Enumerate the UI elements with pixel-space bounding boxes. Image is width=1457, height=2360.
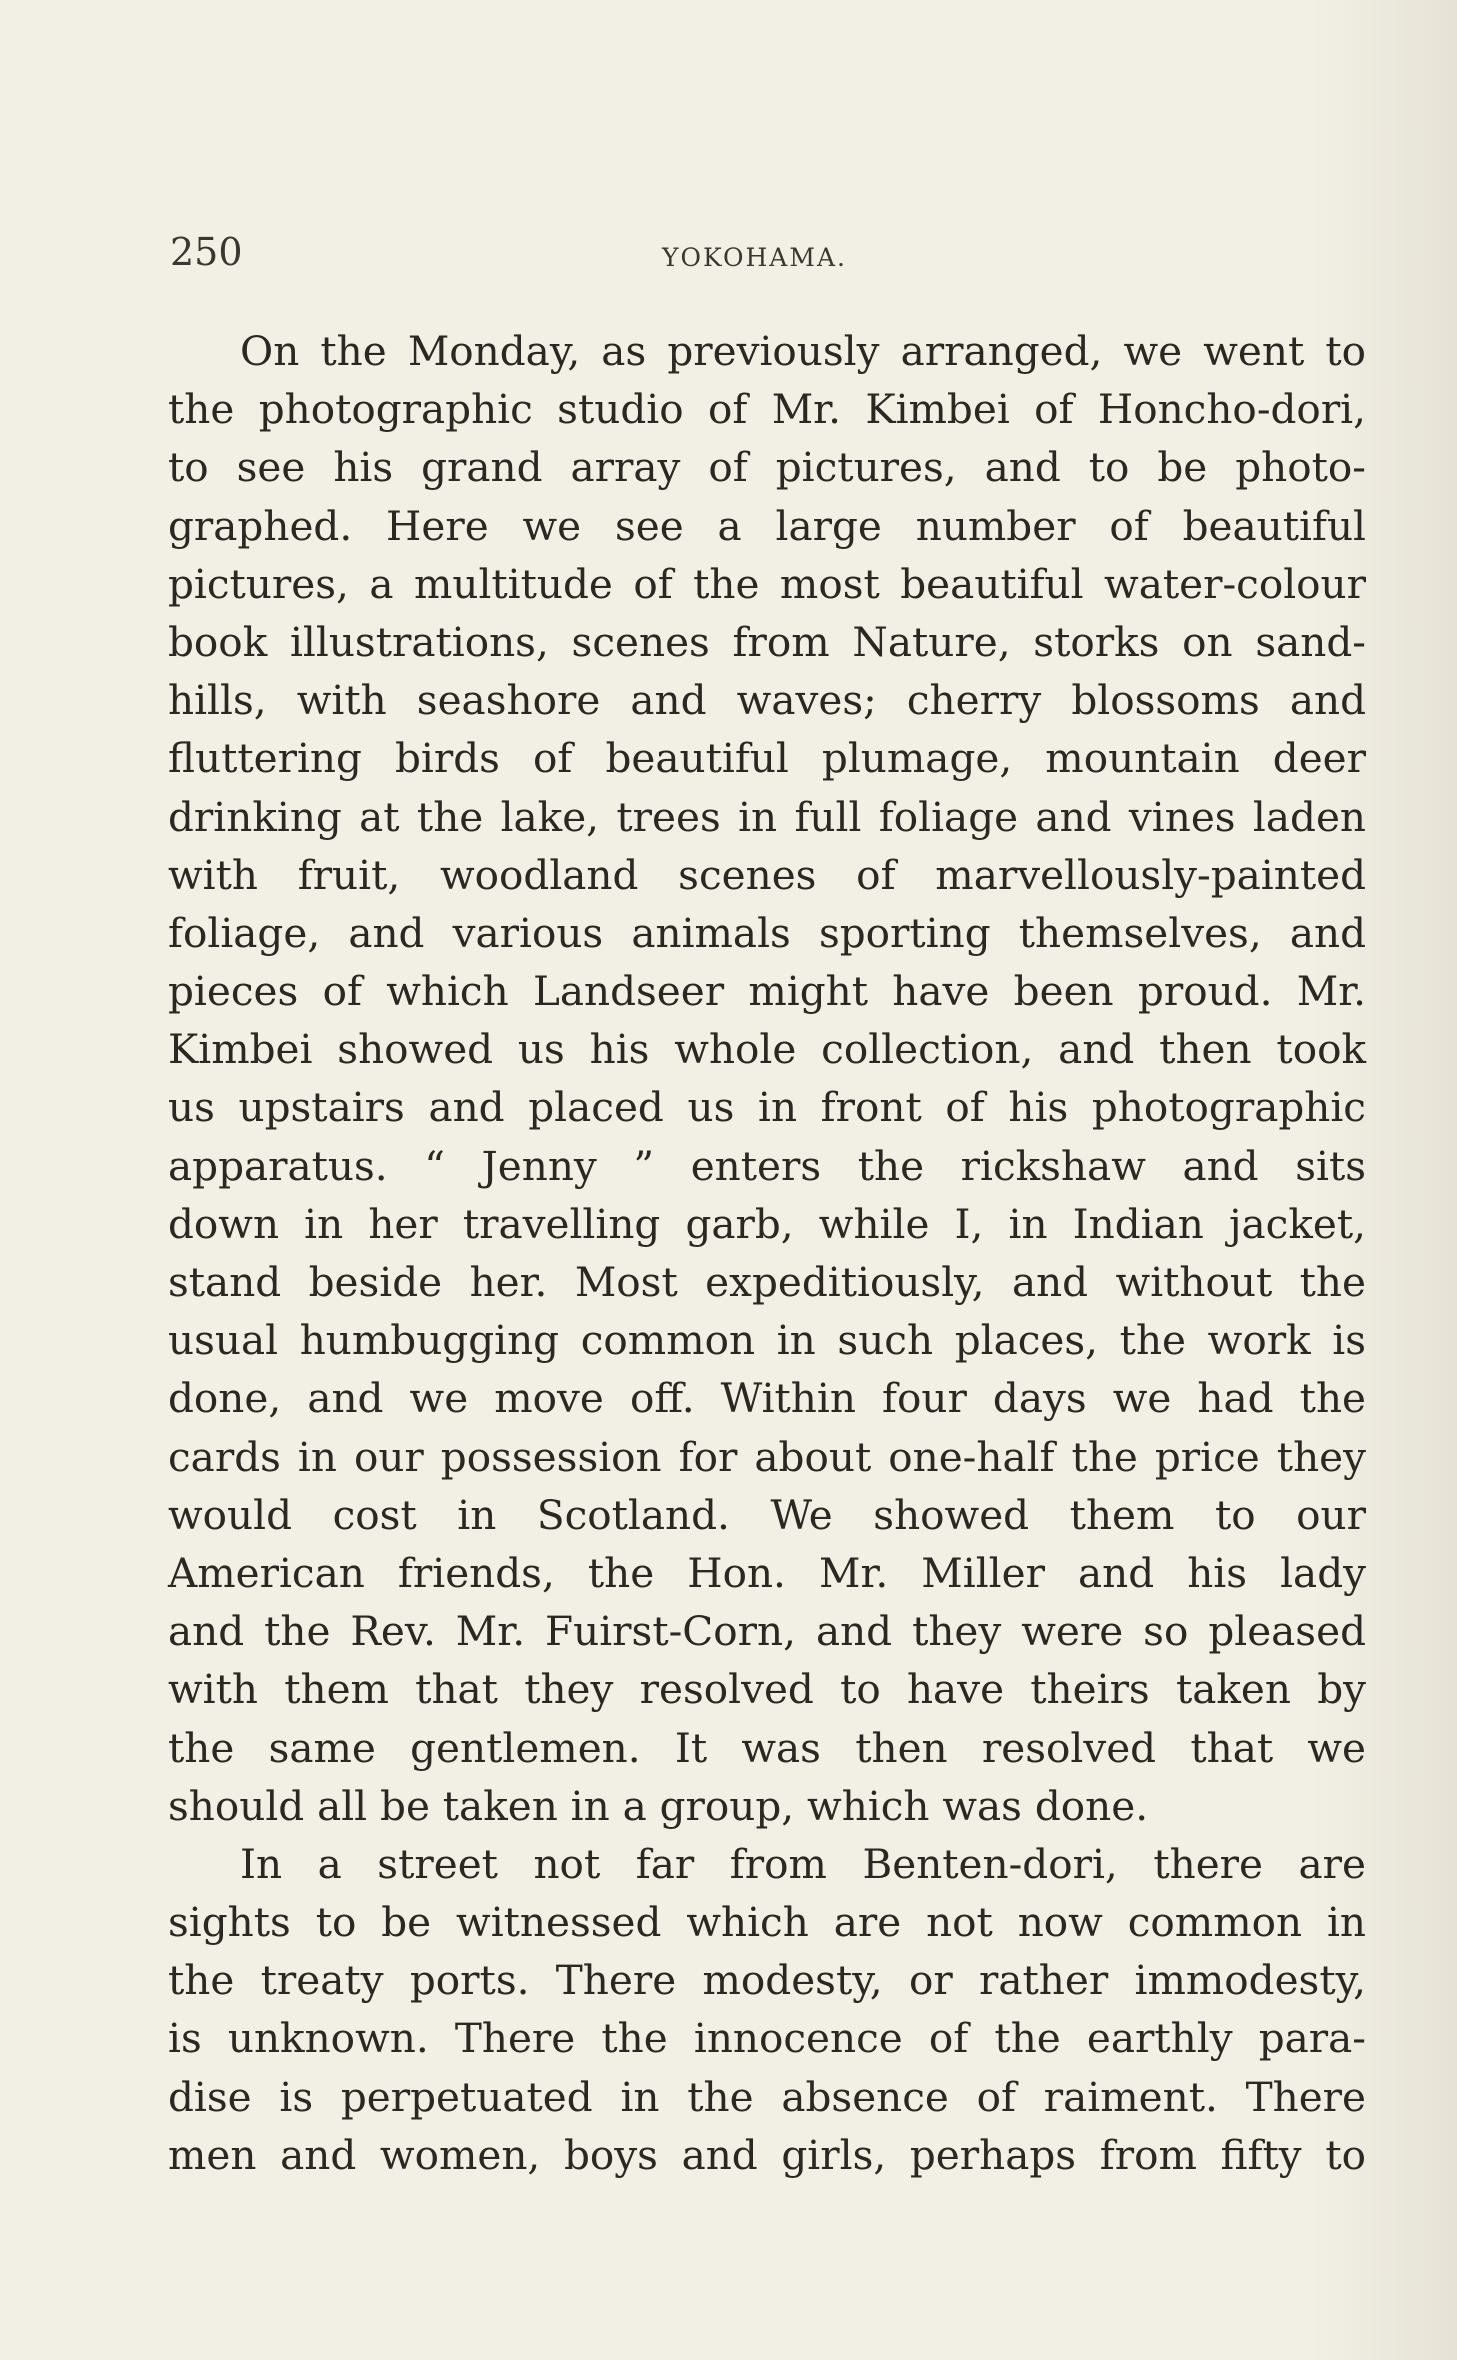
text-line: On the Monday, as previously arranged, we went to [240,327,1366,375]
text-line: should all be taken in a group, which was done. [168,1781,1149,1830]
text-line: with fruit, woodland scenes of marvellously-painted [168,850,1366,899]
text-line: book illustrations, scenes from Nature, storks on sand- [168,617,1366,666]
text-line: In a street not far from Benten-dori, there are [240,1839,1366,1888]
text-line: done, and we move off. Within four days we had the [168,1374,1366,1423]
text-line: down in her travelling garb, while I, in Indian jacket, [168,1199,1366,1248]
text-line: with them that they resolved to have theirs taken by [168,1665,1366,1714]
text-line: apparatus. “ Jenny ” enters the rickshaw and sits [168,1141,1366,1190]
text-line: is unknown. There the innocence of the earthly para- [168,2014,1366,2063]
text-line: to see his grand array of pictures, and to be photo- [168,443,1366,492]
page-number: 250 [170,230,243,274]
text-line: sights to be witnessed which are not now common in [168,1898,1366,1947]
text-line: pictures, a multitude of the most beautiful water-colour [168,559,1366,608]
text-line: men and women, boys and girls, perhaps from fifty to [168,2130,1366,2179]
body-text [168,322,1366,2184]
text-line: usual humbugging common in such places, the work is [168,1316,1366,1365]
text-line: the treaty ports. There modesty, or rather immodesty, [168,1956,1366,2005]
text-line: foliage, and various animals sporting themselves, and [168,908,1366,957]
text-line: pieces of which Landseer might have been proud. Mr. [168,967,1366,1016]
running-head: YOKOHAMA. [662,243,847,272]
text-line: drinking at the lake, trees in full foliage and vines laden [168,792,1366,841]
text-line: the photographic studio of Mr. Kimbei of Honcho-dori, [168,385,1366,434]
text-line: and the Rev. Mr. Fuirst-Corn, and they were so pleased [168,1607,1366,1656]
text-line: hills, with seashore and waves; cherry blossoms and [168,676,1366,725]
text-line: dise is perpetuated in the absence of raiment. There [168,2072,1366,2121]
text-line: cards in our possession for about one-half the price they [168,1432,1366,1481]
page-header [170,228,1370,288]
text-line: fluttering birds of beautiful plumage, mountain deer [168,734,1366,783]
text-line: graphed. Here we see a large number of beautiful [168,501,1366,550]
text-line: the same gentlemen. It was then resolved that we [168,1723,1366,1772]
text-line: stand beside her. Most expeditiously, and without the [168,1258,1366,1306]
text-line: us upstairs and placed us in front of his photographic [168,1083,1366,1132]
text-line: American friends, the Hon. Mr. Miller and his lady [168,1548,1366,1597]
text-line: would cost in Scotland. We showed them to our [168,1490,1366,1539]
text-line: Kimbei showed us his whole collection, and then took [168,1025,1366,1074]
